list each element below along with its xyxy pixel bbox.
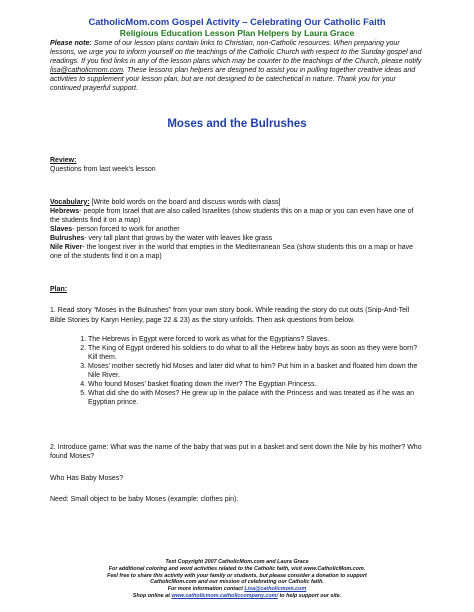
vocabulary-section	[50, 198, 424, 262]
header-line-1: CatholicMom.com Gospel Activity – Celebrating Our Catholic Faith	[88, 16, 386, 27]
vocabulary-intro	[50, 198, 424, 207]
footer-line-3: Feel free to share this activity with your family or students, but please consider a donation to support	[107, 572, 367, 579]
vocab-item	[50, 243, 424, 261]
plan-step-1: 1. Read story “Moses in the Bulrushes” from your own story book. While reading the story do cut outs (Snip-And-Tell Bible Stories by Karyn Henley, page 22 & 23) as the story unfolds. Then ask questions from below.	[50, 307, 410, 324]
note-text-2: . These lessons plan helpers are designed to assist you in pulling together creative ideas and activities to supplement your lesson plan, but are not designed to be catechetical in nature. Thank you for your continued prayerful support.	[50, 66, 416, 93]
game-name: Who Has Baby Moses?	[50, 474, 124, 482]
footer-copyright: Text Copyright 2007 CatholicMom.com and Laura Grace	[165, 559, 309, 565]
vocab-item	[50, 234, 424, 243]
document-header	[50, 16, 424, 39]
materials-needed: Need: Small object to be baby Moses (example: clothes pin).	[50, 495, 239, 503]
please-note-paragraph	[50, 39, 424, 94]
footer-line-2: For additional coloring and word activities related to the Catholic faith, visit www.CatholicMom.com.	[108, 565, 366, 572]
review-heading: Review:	[50, 156, 77, 164]
list-item: 2. The King of Egypt ordered his soldiers to do what to all the Hebrew baby boys as soon as they were born? Kill them.	[88, 344, 424, 362]
footer-contact	[30, 586, 444, 593]
footer-contact-label: For more information contact	[167, 586, 245, 593]
vocab-term: Nile River	[50, 244, 83, 252]
header-line-2: Religious Education Lesson Plan Helpers by Laura Grace	[119, 28, 355, 38]
review-text: Questions from last week’s lesson	[50, 165, 156, 173]
list-item: 3. Moses’ mother secretly hid Moses and later did what to him? Put him in a basket and floated him down the Nile River.	[88, 362, 424, 380]
vocab-definition: - the longest river in the world that empties in the Mediterranean Sea (show students this on a map or have one of the students find it on a map)	[50, 244, 414, 261]
plan-heading: Plan:	[50, 286, 68, 294]
footer-email-link[interactable]: Lisa@catholicmom.com	[244, 586, 307, 593]
list-item: 4. Who found Moses’ basket floating down the river? The Egyptian Princess.	[88, 380, 424, 389]
footer-shop-suffix: to help support our site.	[277, 592, 342, 599]
footer-shop-label: Shop online at	[132, 592, 172, 599]
vocab-definition: - people from Israel that are also called Israelites (show students this on a map or you can even have one of the students find it on a map)	[50, 207, 414, 224]
review-section	[50, 156, 424, 174]
vocab-definition: - person forced to work for another	[72, 225, 180, 233]
vocabulary-heading: Vocabulary:	[50, 198, 90, 206]
vocab-term: Bulrushes	[50, 235, 85, 243]
vocab-item	[50, 207, 424, 225]
list-item: 1. The Hebrews in Egypt were forced to work as what for the Egyptians? Slaves.	[88, 335, 424, 344]
footer-line-4: CatholicMom.com and our mission of celebrating our Catholic faith.	[150, 579, 324, 586]
note-email-link[interactable]: lisa@catholicmom.com	[50, 66, 124, 75]
vocab-term: Hebrews	[50, 207, 80, 215]
plan-step-2: 2. Introduce game: What was the name of the baby that was put in a basket and sent down the Nile by his mother? Who found Moses?	[50, 444, 422, 461]
note-label: Please note:	[50, 39, 92, 47]
plan-section	[50, 285, 424, 503]
vocab-definition: - very tall plant that grows by the water with leaves like grass	[84, 235, 273, 243]
vocabulary-intro-text: [Write bold words on the board and discuss words with class]	[89, 198, 281, 206]
footer-shop	[30, 593, 444, 600]
footer-shop-link[interactable]: www.catholicmom.catholiccompany.com/	[171, 592, 278, 599]
list-item: 5. What did she do with Moses? He grew up in the palace with the Princess and was treated as if he was an Egyptian prince.	[88, 389, 424, 407]
note-text-1: Some of our lesson plans contain links to Christian, non-Catholic resources. When preparing your lessons, we urge you to inform yourself on the teachings of the Catholic Church with respect to the Sunday gospel and readings. If you find links in any of the lesson plans which may be counter to the teachings of the Church, please notify	[50, 39, 422, 66]
vocab-item	[50, 225, 424, 234]
vocab-term: Slaves	[50, 225, 73, 233]
document-footer	[30, 559, 444, 600]
page-title: Moses and the Bulrushes	[167, 117, 307, 130]
question-list	[50, 335, 424, 408]
